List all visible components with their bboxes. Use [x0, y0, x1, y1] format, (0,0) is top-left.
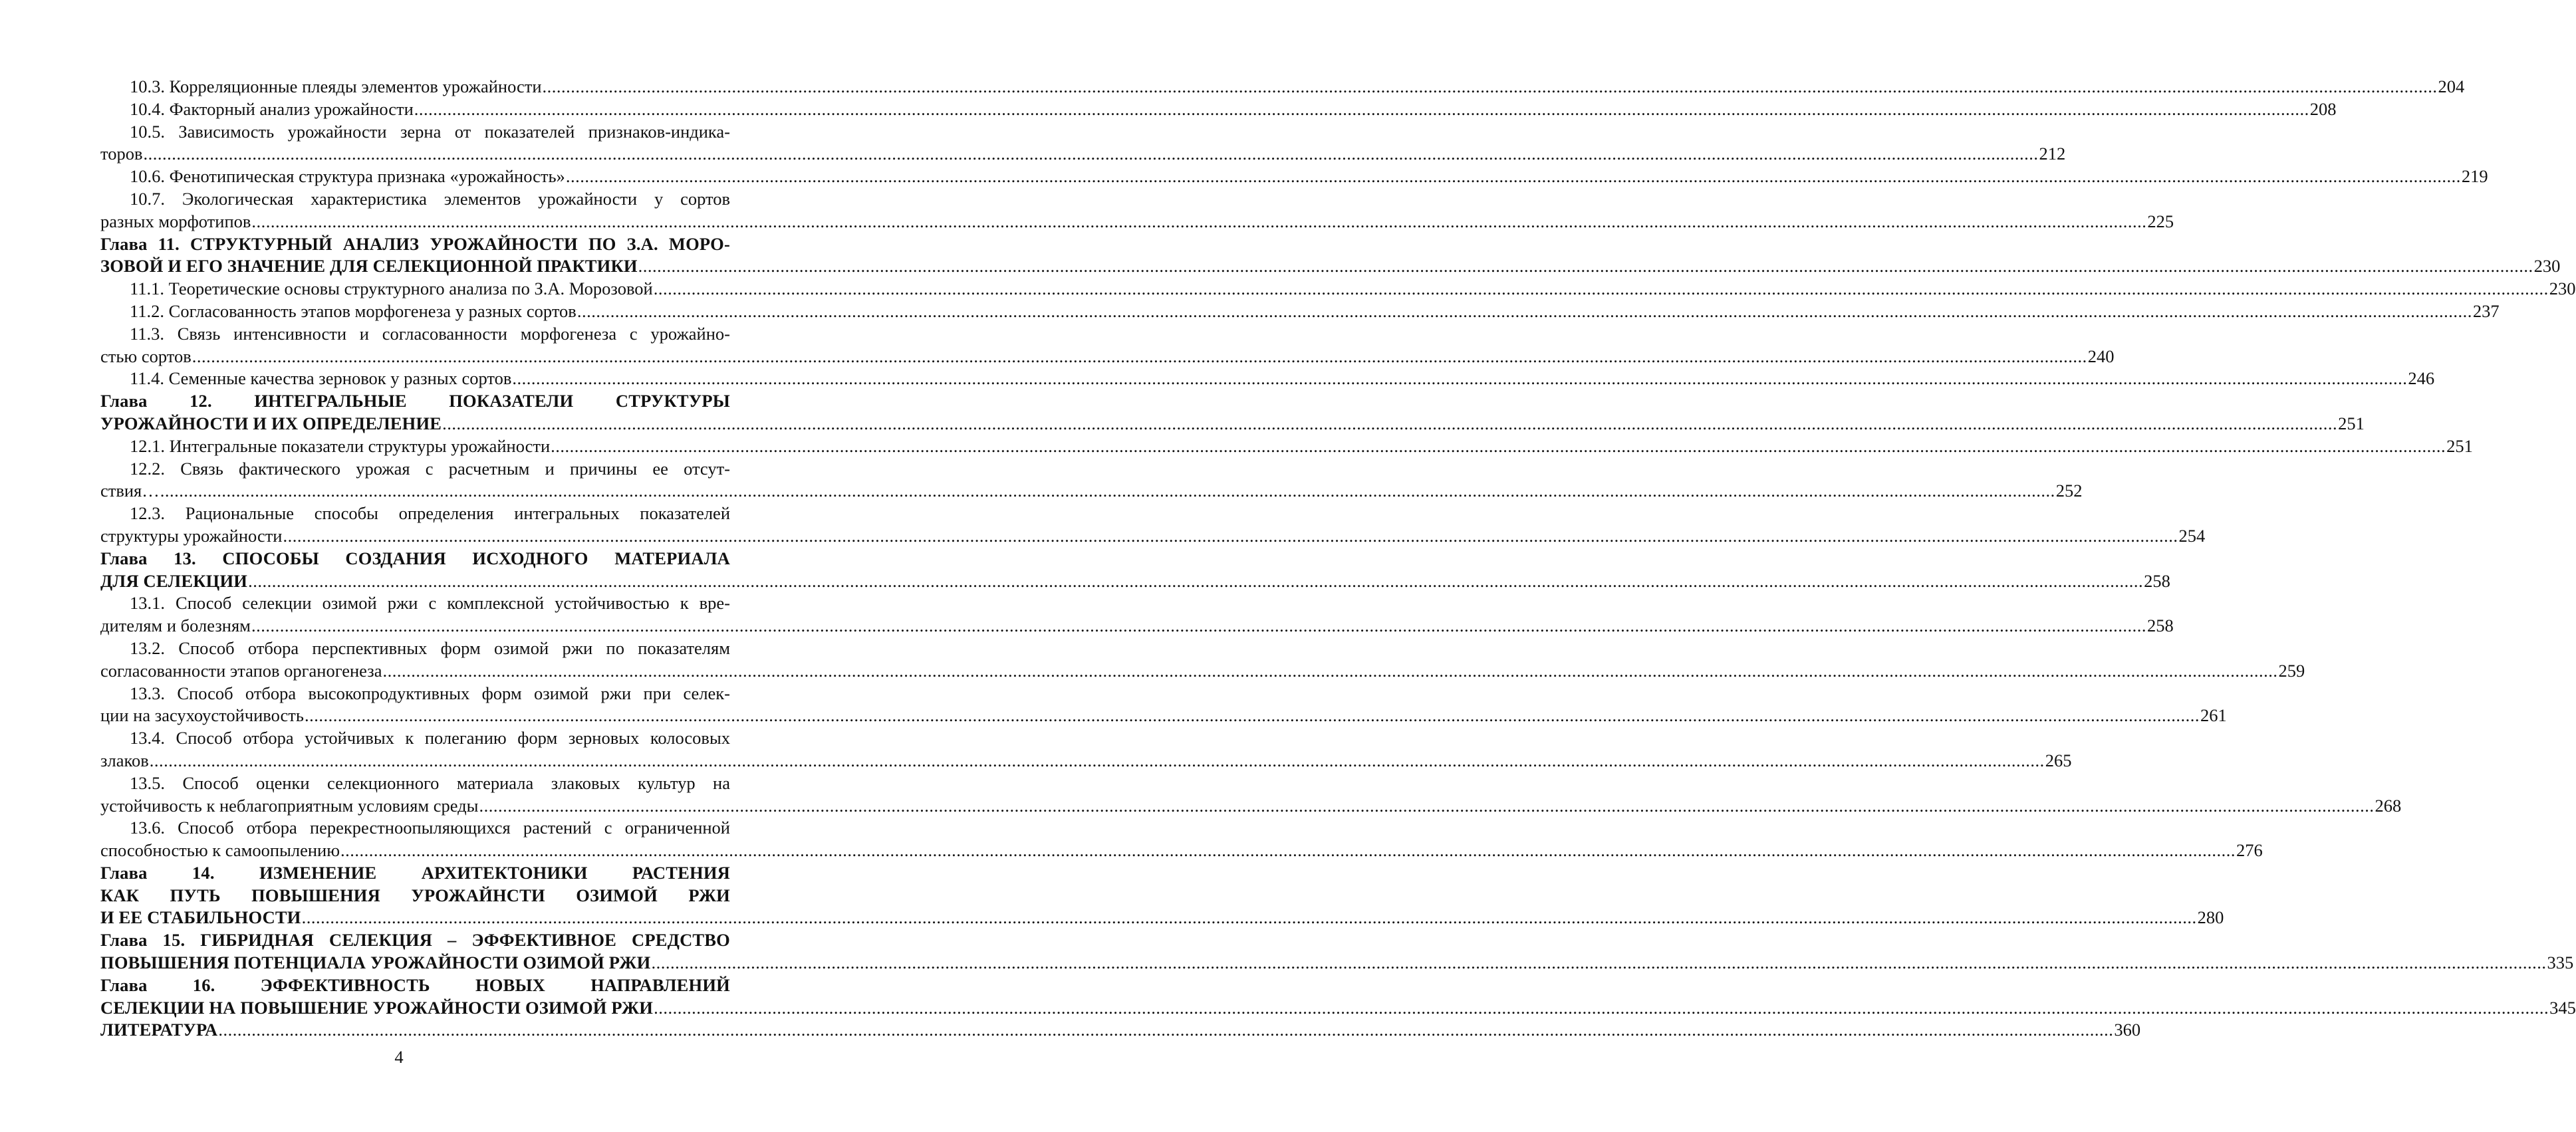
- toc-entry-s10_4: [100, 98, 2337, 121]
- toc-entry-s13_5: [100, 772, 2402, 818]
- dot-leader: ................................................................................................................................................................................................................................................................................................................................................................................................................: [442, 413, 2338, 433]
- toc-entry-title: ПОВЫШЕНИЯ ПОТЕНЦИАЛА УРОЖАЙНОСТИ ОЗИМОЙ РЖИ: [100, 953, 651, 973]
- toc-line: [100, 98, 2337, 121]
- toc-line: [100, 435, 2473, 458]
- toc-line: [100, 346, 2115, 368]
- toc-entry-s13_3: [100, 683, 2227, 728]
- toc-line: [100, 255, 2561, 278]
- toc-line: [100, 1019, 2141, 1042]
- toc-entry-s10_5: [100, 121, 2066, 166]
- toc-page-number: 335: [2547, 953, 2574, 973]
- toc-entry-title: дителям и болезням: [100, 616, 251, 636]
- dot-leader: ................................................................................................................................................................................................................................................................................................................................................................................................................: [149, 750, 2045, 770]
- toc-entry-s10_6: [100, 166, 2488, 188]
- toc-entry-title: 12.2. Связь фактического урожая с расчетным и причины ее отсут-: [130, 458, 730, 479]
- toc-entry-s11_1: [100, 278, 2576, 300]
- toc-page-number: 208: [2309, 98, 2337, 119]
- toc-entry-title: 11.3. Связь интенсивности и согласованности морфогенеза с урожайно-: [130, 323, 730, 344]
- toc-entry-ch12: [100, 390, 2365, 435]
- toc-line: [100, 480, 2083, 503]
- dot-leader: ................................................................................................................................................................................................................................................................................................................................................................................................................: [382, 660, 2278, 681]
- toc-entry-title: Глава 14. ИЗМЕНЕНИЕ АРХИТЕКТОНИКИ РАСТЕНИЯ: [100, 862, 730, 883]
- toc-page-number: 259: [2278, 660, 2305, 681]
- dot-leader: ................................................................................................................................................................................................................................................................................................................................................................................................................: [340, 840, 2236, 861]
- toc-entry-ch14: [100, 862, 2224, 929]
- toc-page-number: 240: [2087, 346, 2115, 366]
- toc-entry-s11_3: [100, 323, 2115, 368]
- toc-entry-title: ЗОВОЙ И ЕГО ЗНАЧЕНИЕ ДЛЯ СЕЛЕКЦИОННОЙ ПРАКТИКИ: [100, 256, 638, 277]
- toc-line: [100, 278, 2576, 300]
- toc-entry-ch16: [100, 974, 2576, 1020]
- toc-page-number: 254: [2178, 525, 2206, 546]
- toc-entry-title: 10.3. Корреляционные плеяды элементов урожайности: [130, 76, 542, 96]
- toc-page-number: 212: [2039, 144, 2066, 164]
- toc-entry-s13_1: [100, 592, 2174, 637]
- toc-page-number: 261: [2200, 705, 2227, 726]
- dot-leader: ................................................................................................................................................................................................................................................................................................................................................................................................................: [283, 525, 2178, 546]
- toc-entry-s13_6: [100, 817, 2263, 862]
- toc-entry-title: 13.3. Способ отбора высокопродуктивных форм озимой ржи при селек-: [130, 683, 730, 703]
- toc-entry-s11_2: [100, 300, 2500, 323]
- toc-line: [100, 413, 2365, 435]
- toc-line: [100, 525, 2206, 548]
- toc-entry-ch15: [100, 929, 2574, 974]
- toc-entry-title: структуры урожайности: [100, 525, 283, 546]
- dot-leader: ................................................................................................................................................................................................................................................................................................................................................................................................................: [251, 616, 2146, 636]
- toc-entry-s12_1: [100, 435, 2473, 458]
- toc-page-number: 252: [2055, 481, 2083, 501]
- toc-line: [100, 570, 2170, 593]
- page-number: 4: [394, 1047, 404, 1067]
- toc-entry-ch11: [100, 233, 2561, 279]
- toc-entry-title: способностью к самоопылению: [100, 840, 340, 861]
- dot-leader: ................................................................................................................................................................................................................................................................................................................................................................................................................: [512, 368, 2408, 389]
- toc-entry-title: 13.5. Способ оценки селекционного материала злаковых культур на: [130, 772, 730, 793]
- toc-entry-title: КАК ПУТЬ ПОВЫШЕНИЯ УРОЖАЙНСТИ ОЗИМОЙ РЖИ: [100, 885, 730, 905]
- dot-leader: ................................................................................................................................................................................................................................................................................................................................................................................................................: [551, 435, 2446, 456]
- toc-page-number: 345: [2549, 997, 2576, 1018]
- toc-entry-title: Глава 13. СПОСОБЫ СОЗДАНИЯ ИСХОДНОГО МАТЕРИАЛА: [100, 548, 730, 568]
- toc-page-number: 219: [2461, 166, 2488, 187]
- toc-page-number: 258: [2144, 570, 2170, 591]
- toc-entry-title: ДЛЯ СЕЛЕКЦИИ: [100, 570, 248, 591]
- toc-line: [100, 368, 2435, 390]
- toc-entry-title: устойчивость к неблагоприятным условиям среды: [100, 795, 479, 816]
- toc-entry-title: 11.1. Теоретические основы структурного анализа по З.А. Морозовой: [130, 279, 653, 299]
- toc-page-number: 265: [2045, 750, 2072, 770]
- toc-page-number: 268: [2375, 795, 2402, 816]
- dot-leader: ................................................................................................................................................................................................................................................................................................................................................................................................................: [653, 279, 2549, 299]
- toc-line: [100, 907, 2224, 929]
- toc-entry-s13_4: [100, 727, 2072, 772]
- toc-page-number: 246: [2408, 368, 2435, 389]
- toc-page-number: 237: [2472, 300, 2500, 321]
- toc-line: [100, 840, 2263, 862]
- toc-entry-title: злаков: [100, 750, 149, 770]
- toc-page-number: 230: [2533, 256, 2561, 277]
- toc-page-number: 276: [2236, 840, 2263, 861]
- toc-entry-title: Глава 16. ЭФФЕКТИВНОСТЬ НОВЫХ НАПРАВЛЕНИЙ: [100, 974, 730, 995]
- dot-leader: ................................................................................................................................................................................................................................................................................................................................................................................................................: [301, 907, 2197, 928]
- toc-entry-title: Глава 12. ИНТЕГРАЛЬНЫЕ ПОКАЗАТЕЛИ СТРУКТУРЫ: [100, 391, 730, 411]
- toc-line: [100, 997, 2576, 1020]
- dot-leader: ................................................................................................................................................................................................................................................................................................................................................................................................................: [251, 211, 2147, 231]
- toc-entry-title: 13.2. Способ отбора перспективных форм озимой ржи по показателям: [130, 637, 730, 658]
- toc-entry-s11_4: [100, 368, 2435, 390]
- toc-line: [100, 76, 2465, 98]
- toc-entry-title: ции на засухоустойчивость: [100, 705, 304, 726]
- dot-leader: ................................................................................................................................................................................................................................................................................................................................................................................................................: [304, 705, 2200, 726]
- toc-entry-title: стью сортов: [100, 346, 192, 366]
- toc-entry-title: 10.5. Зависимость урожайности зерна от показателей признаков-индика-: [130, 121, 730, 142]
- toc-entry-title: ствия…: [100, 481, 160, 501]
- dot-leader: ................................................................................................................................................................................................................................................................................................................................................................................................................: [218, 1020, 2114, 1040]
- toc-line: [100, 795, 2402, 818]
- toc-line: [100, 750, 2072, 772]
- toc-page-number: 251: [2446, 435, 2473, 456]
- toc-entry-title: 10.4. Факторный анализ урожайности: [130, 98, 414, 119]
- toc-entry-literature: [100, 1019, 2141, 1042]
- toc-entry-title: 10.6. Фенотипическая структура признака «урожайность»: [130, 166, 565, 187]
- toc-page-number: 225: [2147, 211, 2174, 231]
- toc-entry-title: 11.2. Согласованность этапов морфогенеза у разных сортов: [130, 300, 577, 321]
- toc-line: [100, 211, 2174, 233]
- toc-entry-title: Глава 11. СТРУКТУРНЫЙ АНАЛИЗ УРОЖАЙНОСТИ ПО З.А. МОРО-: [100, 233, 730, 254]
- toc-page-number: 258: [2146, 616, 2174, 636]
- toc-entry-title: 13.1. Способ селекции озимой ржи с комплексной устойчивостью к вре-: [130, 593, 730, 614]
- toc-entry-title: 13.6. Способ отбора перекрестноопыляющихся растений с ограниченной: [130, 818, 730, 838]
- dot-leader: ................................................................................................................................................................................................................................................................................................................................................................................................................: [143, 144, 2039, 164]
- dot-leader: ................................................................................................................................................................................................................................................................................................................................................................................................................: [192, 346, 2087, 366]
- toc-entry-s12_3: [100, 503, 2206, 548]
- dot-leader: ................................................................................................................................................................................................................................................................................................................................................................................................................: [479, 795, 2375, 816]
- toc-entry-title: 12.1. Интегральные показатели структуры урожайности: [130, 435, 551, 456]
- toc-entry-title: 10.7. Экологическая характеристика элементов урожайности у сортов: [130, 188, 730, 209]
- toc-entry-title: Глава 15. ГИБРИДНАЯ СЕЛЕКЦИЯ – ЭФФЕКТИВНОЕ СРЕДСТВО: [100, 930, 730, 951]
- dot-leader: ................................................................................................................................................................................................................................................................................................................................................................................................................: [160, 481, 2055, 501]
- toc-line: [100, 300, 2500, 323]
- dot-leader: ................................................................................................................................................................................................................................................................................................................................................................................................................: [638, 256, 2533, 277]
- toc-entry-title: 13.4. Способ отбора устойчивых к полеганию форм зерновых колосовых: [130, 728, 730, 748]
- toc-entry-title: СЕЛЕКЦИИ НА ПОВЫШЕНИЕ УРОЖАЙНОСТИ ОЗИМОЙ РЖИ: [100, 997, 654, 1018]
- toc-page-number: 251: [2338, 413, 2365, 433]
- toc-page-number: 280: [2197, 907, 2224, 928]
- toc-entry-title: 12.3. Рациональные способы определения интегральных показателей: [130, 503, 730, 524]
- dot-leader: ................................................................................................................................................................................................................................................................................................................................................................................................................: [577, 300, 2472, 321]
- toc-entry-title: УРОЖАЙНОСТИ И ИХ ОПРЕДЕЛЕНИЕ: [100, 413, 442, 433]
- toc-line: [100, 143, 2066, 166]
- toc-entry-title: ЛИТЕРАТУРА: [100, 1020, 218, 1040]
- dot-leader: ................................................................................................................................................................................................................................................................................................................................................................................................................: [651, 953, 2547, 973]
- toc-line: [100, 660, 2305, 683]
- toc-entry-title: торов: [100, 144, 143, 164]
- toc-page-number: 360: [2114, 1020, 2141, 1040]
- toc-entry-s10_7: [100, 188, 2174, 233]
- dot-leader: ................................................................................................................................................................................................................................................................................................................................................................................................................: [565, 166, 2461, 187]
- toc-page-number: 204: [2438, 76, 2465, 96]
- toc-line: [100, 705, 2227, 727]
- toc-line: [100, 166, 2488, 188]
- dot-leader: ................................................................................................................................................................................................................................................................................................................................................................................................................: [414, 98, 2309, 119]
- toc-entry-s13_2: [100, 637, 2305, 683]
- toc-entry-s12_2: [100, 458, 2083, 503]
- toc-entry-title: 11.4. Семенные качества зерновок у разных сортов: [130, 368, 512, 389]
- dot-leader: ................................................................................................................................................................................................................................................................................................................................................................................................................: [542, 76, 2438, 96]
- toc-entry-title: согласованности этапов органогенеза: [100, 660, 382, 681]
- table-of-contents: [100, 76, 2576, 1042]
- dot-leader: ................................................................................................................................................................................................................................................................................................................................................................................................................: [248, 570, 2144, 591]
- toc-entry-ch13: [100, 548, 2170, 593]
- toc-entry-title: И ЕЕ СТАБИЛЬНОСТИ: [100, 907, 301, 928]
- toc-page-number: 230: [2549, 279, 2576, 299]
- toc-line: [100, 952, 2574, 974]
- dot-leader: ................................................................................................................................................................................................................................................................................................................................................................................................................: [654, 997, 2549, 1018]
- toc-line: [100, 615, 2174, 637]
- toc-entry-s10_3: [100, 76, 2465, 98]
- toc-entry-title: разных морфотипов: [100, 211, 251, 231]
